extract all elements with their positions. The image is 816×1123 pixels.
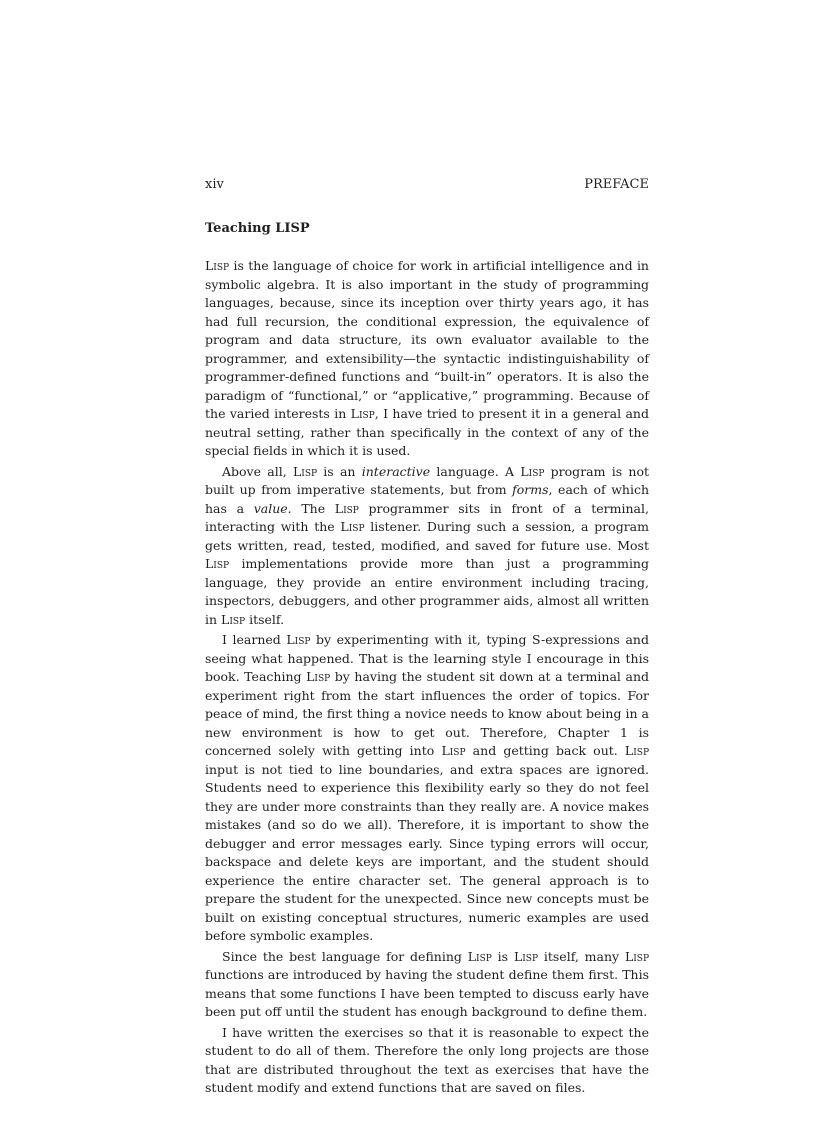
lisp-term: Lisp [286,632,311,647]
lisp-term: Lisp [340,519,365,534]
text-run: itself. [245,611,285,627]
emphasis: interactive [361,463,431,479]
text-run: by having the student sit down at a terminal and experiment right from the start influences the order of topics. For peace of mind, the first thing a novice needs to know about being in a new environment is how to get out. Therefore, Chapter 1 is concerned solely with getting into [205,669,649,758]
text-run: I have written the exercises so that it is reasonable to expect the student to do all of them. Therefore the only long projects are those that are distributed throughout the text as exercises that have the student modify and extend functions that are saved on files. [205,1024,649,1095]
paragraph [205,1024,649,1098]
page-number: xiv [205,177,224,192]
text-run: and getting back out. [465,743,625,758]
lisp-term: Lisp [334,500,359,516]
lisp-term: Lisp [205,556,230,571]
lisp-term: Lisp [221,611,246,627]
text-run: implementations provide more than just a programming language, they provide an entire environment including tracing, inspectors, debuggers, and other programmer aids, almost all written in [205,556,649,627]
lisp-term: Lisp [292,463,318,479]
text-run: , I have tried to present it in a general and neutral setting, rather than specifically in the context of any of the special fields in which it is used. [205,406,649,458]
text-run: itself, many [538,948,625,964]
emphasis: forms [512,482,549,497]
text-run: , each of which has a [205,482,649,516]
section-title: Teaching LISP [205,221,310,236]
lisp-term: Lisp [205,258,230,273]
text-run: by experimenting with it, typing S-expressions and seeing what happened. That is the learning style I encourage in this book. Teaching [205,632,649,684]
lisp-term: Lisp [513,948,539,964]
paragraph [205,631,649,946]
text-run: The [291,500,335,516]
paragraph [205,257,649,461]
text-run: functions are introduced by having the student define them first. This means that some functions I have been tempted to discuss early have been put off until the student has enough background to define them. [205,967,649,1019]
running-header [205,178,649,192]
text-run: I learned [222,632,287,647]
text-run: Above all, [222,463,293,479]
emphasis: value. [253,500,292,516]
lisp-term: Lisp [520,463,545,479]
body-text [205,257,649,1098]
text-run: listener. During such a session, a program gets written, read, tested, modified, and saved for future use. Most [205,519,649,553]
lisp-term: Lisp [624,743,649,758]
text-run: language. A [430,463,521,479]
text-run: input is not tied to line boundaries, and extra spaces are ignored. Students need to experience this flexibility early so they do not feel they are under more constraints than they really are. A novice makes mistakes (and so do we all). Therefore, it is important to show the debugger and error messages early. Since typing errors will occur, backspace and delete keys are important, and the student should experience the entire character set. The general approach is to prepare the student for the unexpected. Since new concepts must be built on existing conceptual structures, numeric examples are used before symbolic examples. [205,761,649,943]
text-run: Since the best language for defining [222,948,468,964]
text-run: is the language of choice for work in artificial intelligence and in symbolic algebra. It is also important in the study of programming languages, because, since its inception over thirty years ago, it has had full recursion, the conditional expression, the equivalence of program and data structure, its own evaluator available to the programmer, and extensibility—the syntactic indistinguishability of programmer-defined functions and “built-in” operators. It is also the paradigm of “functional,” or “applicative,” programming. Because of the varied interests in [205,258,649,421]
paragraph [205,948,649,1022]
text-run: is [491,948,514,964]
lisp-term: Lisp [306,669,331,684]
text-run: program is not built up from imperative statements, but from [205,463,650,497]
lisp-term: Lisp [467,948,492,964]
lisp-term: Lisp [350,406,375,421]
paragraph [205,463,649,630]
lisp-term: Lisp [441,743,466,758]
running-title: PREFACE [584,177,649,192]
text-run: is an [317,463,362,479]
lisp-term: Lisp [624,948,650,964]
text-run: programmer sits in front of a terminal, interacting with the [205,500,649,534]
